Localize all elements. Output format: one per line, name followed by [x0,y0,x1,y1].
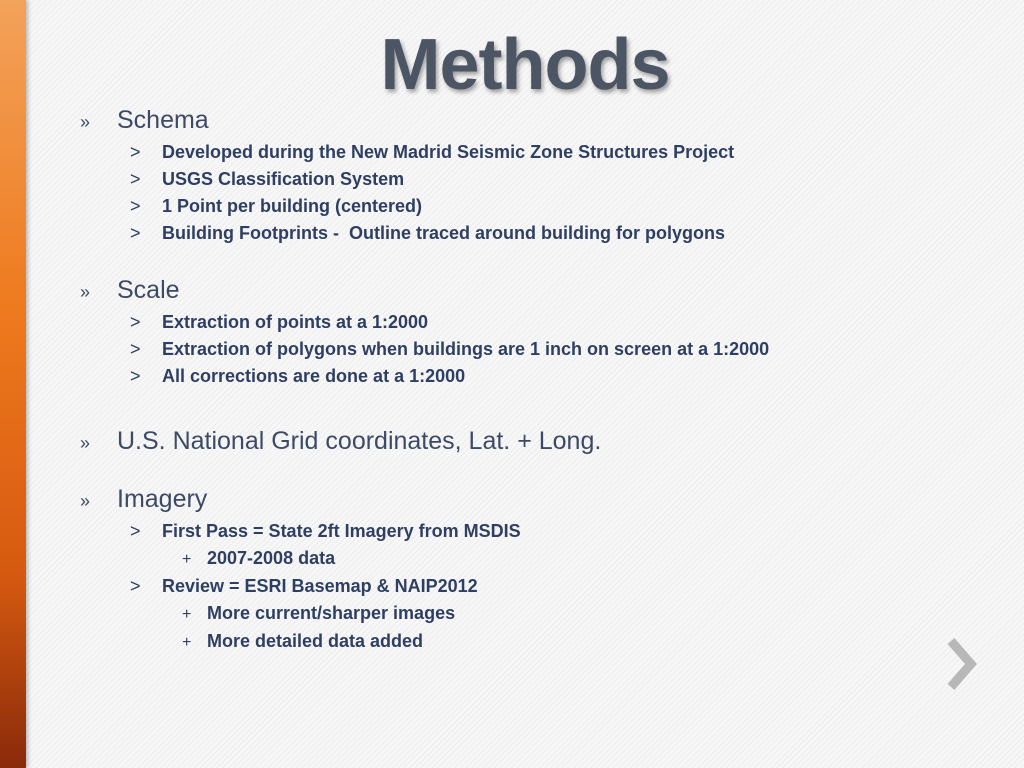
chevron-bullet-icon: > [130,169,141,189]
bullet-level1 [80,482,980,518]
double-chevron-bullet-icon: » [80,491,91,511]
bullet-level2 [80,139,980,166]
bullet-level2 [80,166,980,193]
bullet-level2 [80,309,980,336]
bullet-text: More detailed data added [207,631,424,651]
bullet-level3 [80,545,980,573]
bullet-level2 [80,220,980,247]
section-heading: U.S. National Grid coordinates, Lat. + Long. [117,427,602,455]
double-chevron-bullet-icon: » [80,282,91,302]
bullet-text: 2007-2008 data [207,548,336,568]
bullet-level1 [80,273,980,309]
chevron-bullet-icon: > [130,576,141,596]
bullet-text: Developed during the New Madrid Seismic Zone Structures Project [162,142,735,162]
section-heading: Schema [117,106,209,134]
bullet-text: USGS Classification System [162,169,405,189]
bullet-level2 [80,363,980,390]
chevron-right-icon[interactable] [943,637,979,691]
bullet-level2 [80,573,980,600]
bullet-level1 [80,103,980,139]
bullet-text: Extraction of points at a 1:2000 [162,312,429,332]
bullet-text: Extraction of polygons when buildings are 1 inch on screen at a 1:2000 [162,339,770,359]
plus-bullet-icon: + [182,551,192,568]
chevron-bullet-icon: > [130,312,141,332]
bullet-text: Review = ESRI Basemap & NAIP2012 [162,576,478,596]
double-chevron-bullet-icon: » [80,112,91,132]
bullet-level2 [80,518,980,545]
chevron-bullet-icon: > [130,366,141,386]
section-imagery [80,482,980,656]
chevron-bullet-icon: > [130,521,141,541]
plus-bullet-icon: + [182,606,192,623]
section-schema [80,103,980,247]
bullet-text: 1 Point per building (centered) [162,196,423,216]
bullet-text: More current/sharper images [207,603,456,623]
accent-sidebar-bar [0,0,26,768]
chevron-bullet-icon: > [130,223,141,243]
bullet-text: First Pass = State 2ft Imagery from MSDIS [162,521,521,541]
section-grid [80,424,980,460]
plus-bullet-icon: + [182,634,192,651]
bullet-level2 [80,193,980,220]
section-scale [80,273,980,390]
bullet-level1 [80,424,980,460]
bullet-level3 [80,600,980,628]
bullet-text: Building Footprints - Outline traced around building for polygons [162,223,725,243]
double-chevron-bullet-icon: » [80,433,91,453]
bullet-level3 [80,628,980,656]
bullet-text: All corrections are done at a 1:2000 [162,366,466,386]
chevron-bullet-icon: > [130,339,141,359]
chevron-bullet-icon: > [130,196,141,216]
slide-body [80,103,980,656]
bullet-level2 [80,336,980,363]
section-heading: Imagery [117,485,208,513]
slide-title: Methods [380,25,670,105]
chevron-bullet-icon: > [130,142,141,162]
section-heading: Scale [117,276,180,304]
